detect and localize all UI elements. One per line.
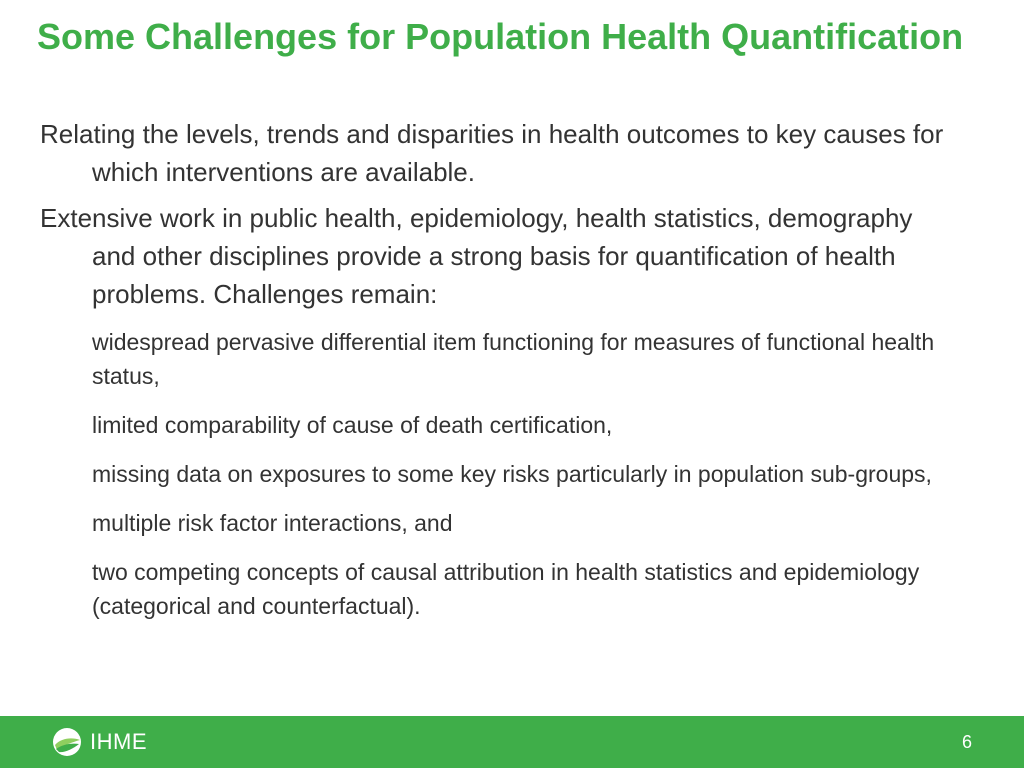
bullet-item: Extensive work in public health, epidemiology, health statistics, demography and other disciplines provide a strong basis for quantification of health problems. Challenges remain: <box>40 203 913 309</box>
slide-title: Some Challenges for Population Health Quantification <box>37 16 964 57</box>
ihme-leaf-icon <box>52 727 82 757</box>
page-number: 6 <box>961 732 972 752</box>
sub-bullet-item: two competing concepts of causal attribution in health statistics and epidemiology (categorical and counterfactual). <box>92 559 920 619</box>
footer-bar <box>0 716 1024 768</box>
sub-bullet-item: missing data on exposures to some key risks particularly in population sub-groups, <box>92 461 932 487</box>
sub-bullet-item: multiple risk factor interactions, and <box>92 510 453 536</box>
slide-body <box>40 115 950 638</box>
bullet-item: Relating the levels, trends and disparities in health outcomes to key causes for which interventions are available. <box>40 119 944 187</box>
sub-bullet-item: limited comparability of cause of death certification, <box>92 412 613 438</box>
sub-bullet-item: widespread pervasive differential item functioning for measures of functional health status, <box>92 329 935 389</box>
logo-text: IHME <box>90 729 147 754</box>
ihme-logo <box>52 726 147 758</box>
